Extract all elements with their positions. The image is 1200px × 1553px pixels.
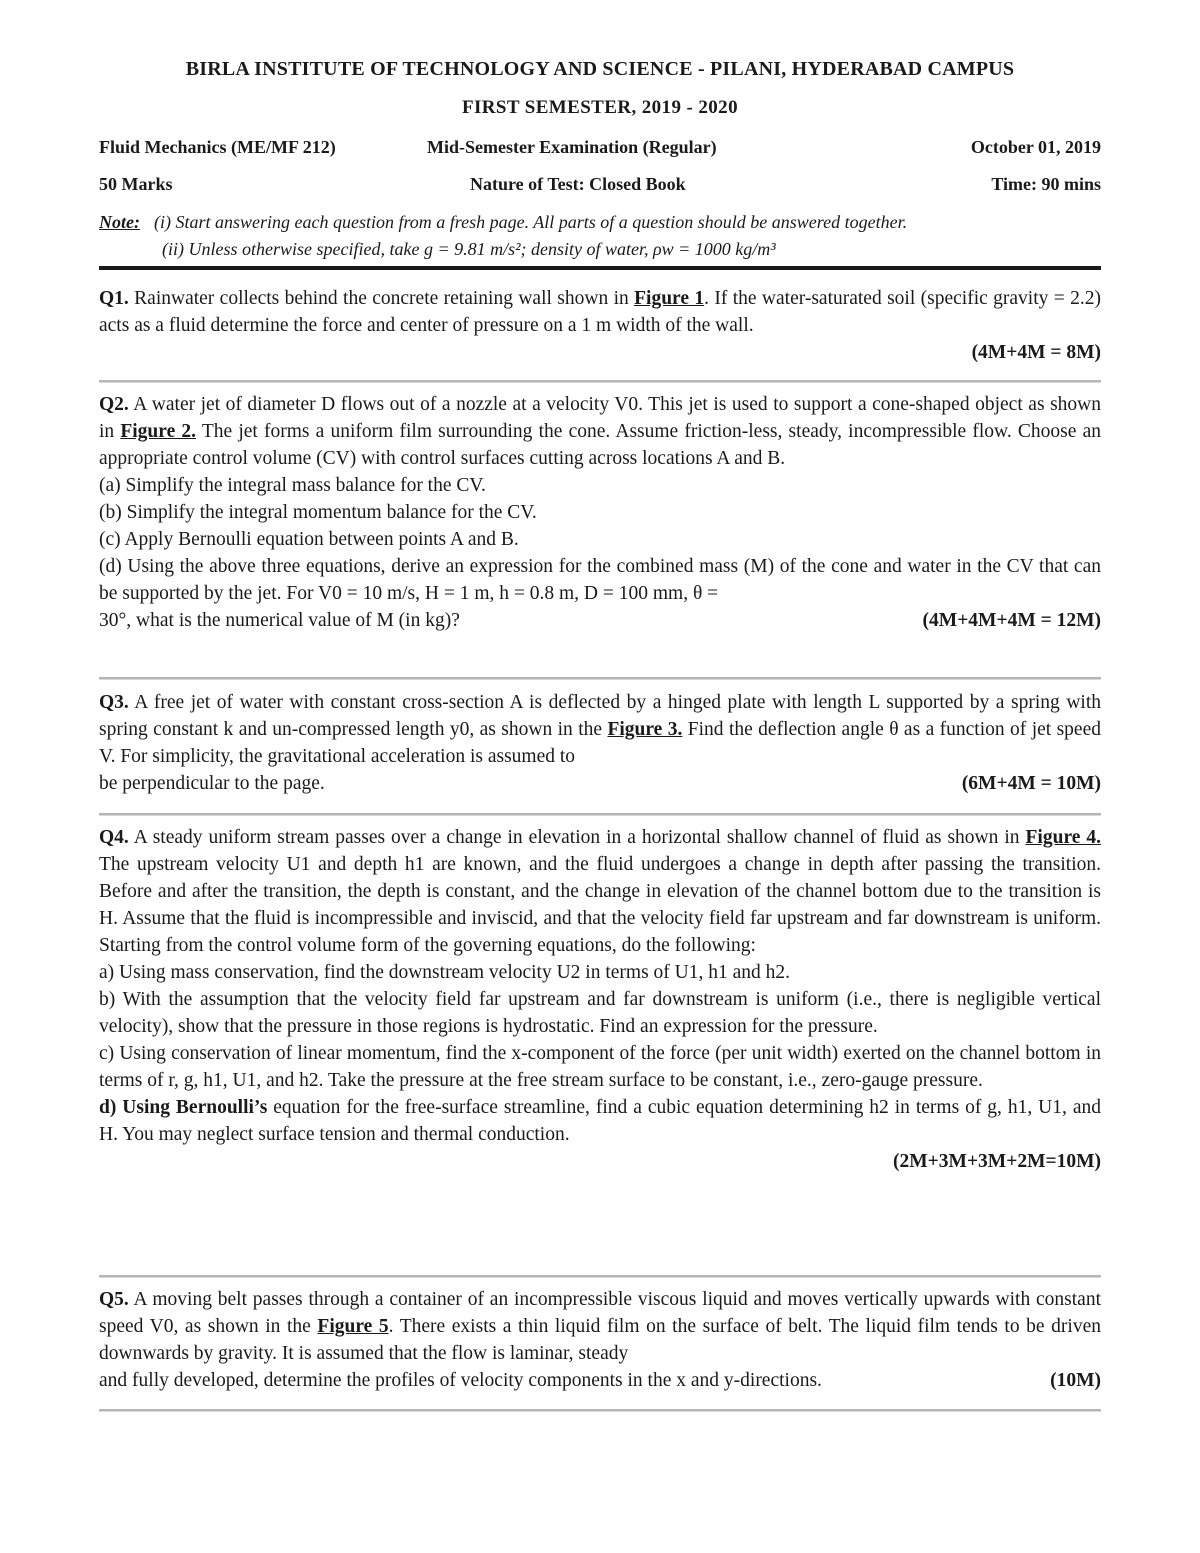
question-text: A steady uniform stream passes over a change in elevation in a horizontal shallow channel of fluid as shown in xyxy=(128,827,1026,848)
figure-reference: Figure 3. xyxy=(607,719,683,740)
question-end: be perpendicular to the page. xyxy=(99,773,325,794)
question-text: Find the deflection angle θ as a function of jet speed V. For simplicity, the gravitational acceleration is assumed to xyxy=(99,719,1101,767)
test-nature: Nature of Test: Closed Book xyxy=(470,174,686,194)
question-3 xyxy=(99,689,1101,797)
question-marks: (2M+3M+3M+2M=10M) xyxy=(893,1151,1101,1172)
semester-title: FIRST SEMESTER, 2019 - 2020 xyxy=(462,97,738,118)
instructions-note xyxy=(99,209,1101,263)
part-b: b) With the assumption that the velocity field far upstream and far downstream is uniform (i.e., there is negligible vertical velocity), show that the pressure in those regions is hydrostatic. Find an expression for the pressure. xyxy=(99,989,1101,1037)
total-marks: 50 Marks xyxy=(99,174,173,194)
question-label: Q2. xyxy=(99,394,129,415)
question-text: A moving belt passes through a container of an incompressible viscous liquid and moves vertically upwards with constant speed V0, as shown in the xyxy=(99,1289,1101,1337)
question-text: A water jet of diameter D flows out of a nozzle at a velocity V0. This jet is used to support a cone-shaped object as shown in xyxy=(99,394,1101,442)
part-d-end: 30°, what is the numerical value of M (in kg)? xyxy=(99,610,460,631)
question-2 xyxy=(99,391,1101,634)
part-c: c) Using conservation of linear momentum, find the x-component of the force (per unit width) exerted on the channel bottom in terms of r, g, h1, U1, and h2. Take the pressure at the free stream surface to be constant, i.e., zero-gauge pressure. xyxy=(99,1043,1101,1091)
exam-time: Time: 90 mins xyxy=(991,174,1101,194)
course-name: Fluid Mechanics (ME/MF 212) xyxy=(99,137,336,157)
question-divider xyxy=(99,1409,1101,1412)
question-label: Q1. xyxy=(99,288,129,309)
part-b: (b) Simplify the integral momentum balance for the CV. xyxy=(99,502,537,523)
question-label: Q3. xyxy=(99,692,129,713)
question-marks: (10M) xyxy=(1050,1370,1101,1391)
question-marks: (4M+4M+4M = 12M) xyxy=(922,610,1101,631)
note-line-2: (ii) Unless otherwise specified, take g = 9.81 m/s²; density of water, ρw = 1000 kg/m³ xyxy=(162,239,776,259)
question-divider xyxy=(99,1275,1101,1278)
part-a: (a) Simplify the integral mass balance for the CV. xyxy=(99,475,486,496)
figure-reference: Figure 5 xyxy=(317,1316,389,1337)
question-label: Q5. xyxy=(99,1289,129,1310)
question-5 xyxy=(99,1286,1101,1394)
part-c: (c) Apply Bernoulli equation between points A and B. xyxy=(99,529,519,550)
question-text: . There exists a thin liquid film on the surface of belt. The liquid film tends to be driven downwards by gravity. It is assumed that the flow is laminar, steady xyxy=(99,1316,1101,1364)
question-text: . If the water-saturated soil (specific gravity = 2.2) acts as a fluid determine the force and center of pressure on a 1 m width of the wall. xyxy=(99,288,1101,336)
exam-date: October 01, 2019 xyxy=(970,137,1101,157)
part-a: a) Using mass conservation, find the downstream velocity U2 in terms of U1, h1 and h2. xyxy=(99,962,791,983)
question-text: A free jet of water with constant cross-section A is deflected by a hinged plate with length L supported by a spring with spring constant k and un-compressed length y0, as shown in the xyxy=(99,692,1101,740)
question-text: Rainwater collects behind the concrete retaining wall shown in xyxy=(128,288,635,309)
question-divider xyxy=(99,380,1101,383)
institute-name: BIRLA INSTITUTE OF TECHNOLOGY AND SCIENCE - PILANI, HYDERABAD CAMPUS xyxy=(185,58,1015,80)
question-label: Q4. xyxy=(99,827,129,848)
part-d: equation for the free-surface streamline, find a cubic equation determining h2 in terms of g, h1, U1, and H. You may neglect surface tension and thermal conduction. xyxy=(99,1097,1101,1145)
question-marks: (4M+4M = 8M) xyxy=(971,342,1101,363)
question-1 xyxy=(99,285,1101,366)
question-4 xyxy=(99,824,1101,1175)
question-text: The upstream velocity U1 and depth h1 are known, and the fluid undergoes a change in depth after passing the transition. Before and after the transition, the depth is constant, and the change in elevation of the channel bottom due to the transition is H. Assume that the fluid is incompressible and inviscid, and that the velocity field far upstream and far downstream is uniform. Starting from the control volume form of the governing equations, do the following: xyxy=(99,854,1101,956)
figure-reference: Figure 2. xyxy=(120,421,197,442)
figure-reference: Figure 1 xyxy=(634,288,705,309)
question-end: and fully developed, determine the profiles of velocity components in the x and y-directions. xyxy=(99,1370,822,1391)
question-marks: (6M+4M = 10M) xyxy=(961,773,1101,794)
part-d-lead: d) Using Bernoulli’s xyxy=(99,1097,268,1118)
note-label: Note: xyxy=(99,212,140,232)
question-text: The jet forms a uniform film surrounding the cone. Assume friction-less, steady, incompressible flow. Choose an appropriate control volume (CV) with control surfaces cutting across locations A and B. xyxy=(99,421,1101,469)
figure-reference: Figure 4. xyxy=(1025,827,1102,848)
exam-type: Mid-Semester Examination (Regular) xyxy=(427,137,717,157)
note-line-1: (i) Start answering each question from a fresh page. All parts of a question should be answered together. xyxy=(153,212,908,232)
part-d: (d) Using the above three equations, derive an expression for the combined mass (M) of the cone and water in the CV that can be supported by the jet. For V0 = 10 m/s, H = 1 m, h = 0.8 m, D = 100 mm, θ = xyxy=(99,556,1101,604)
header-divider xyxy=(99,266,1101,270)
question-divider xyxy=(99,677,1101,680)
question-divider xyxy=(99,813,1101,816)
